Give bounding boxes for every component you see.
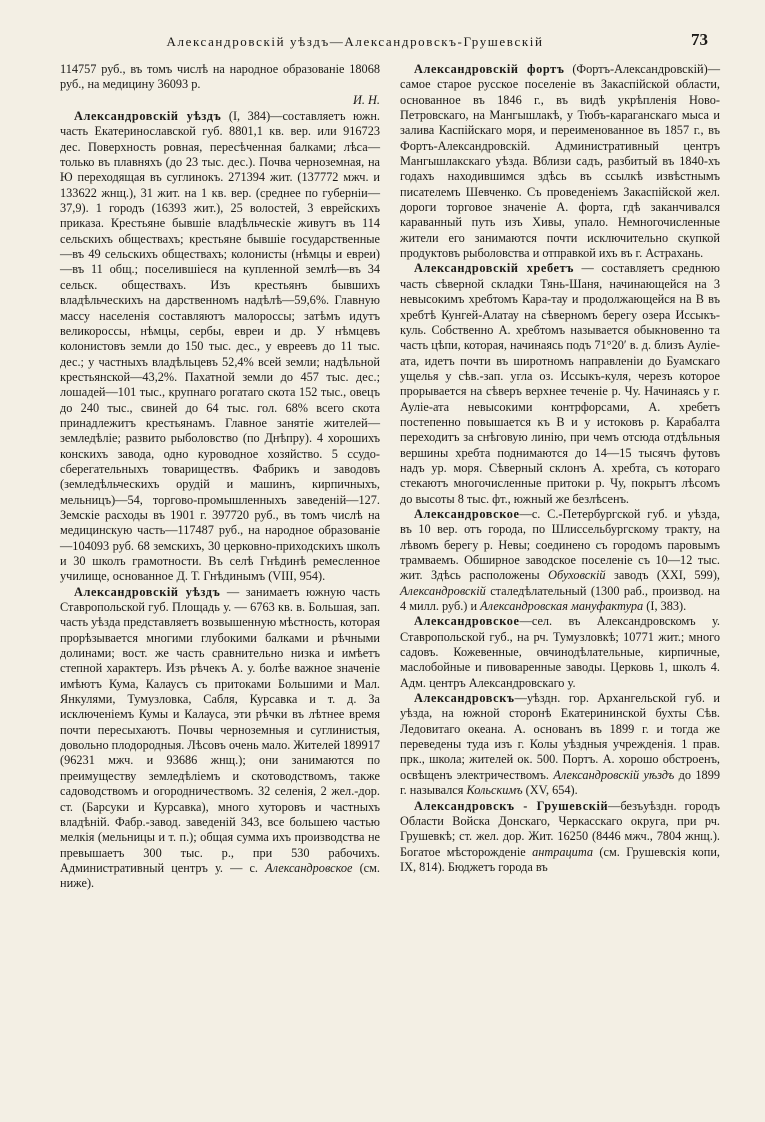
entry-headword: Александровское: [414, 506, 520, 521]
entry-text: (Фортъ-Александровскій)—самое старое русское поселеніе въ Закаспійской области, основанное въ 1846 г., въ видѣ укрѣпленія Ново-Петровскаго, на Мангышлакѣ, у Тюбъ-караганскаго мыса и залива Каспійскаго моря, и переименованное въ 1857 г., въ Фортъ-Александровскій. Административный центръ Мангышлакскаго уѣзда. Вблизи садъ, разбитый въ 1840-хъ годахъ находившимся здѣсь въ ссылкѣ извѣстнымъ писателемъ Шевченко. Съ проведеніемъ Закаспійской жел. дороги торговое значеніе А. форта, гдѣ заканчивался караванный путь изъ Хивы, упало. Немногочисленные жители его занимаются почти исключительно скупкой продуктовъ рыболовства и отправкой ихъ въ г. Астрахань.: [400, 62, 720, 261]
cross-reference: Александровскій уѣздъ: [553, 767, 675, 782]
entry-text: (I, 384)—составляетъ южн. часть Екатеринославской губ. 8801,1 кв. вер. или 916723 дес. Поверхность ровная, пересѣченная балками; лѣса—только въ плавняхъ (до 23 тыс. дес.). Почва черноземная, на Ю переходящая въ суглинокъ. 271394 жит. (137772 мжч. и 133622 жнщ.), 31 жит. на 1 кв. вер. (среднее по губерніи—37,9). 1 городъ (16393 жит.), 25 волостей, 3 еврейскихъ приказа. Крестьяне бывшіе владѣльческіе живутъ въ 114 сельскихъ обществахъ; крестьяне бывшіе государственные—въ 49 сельскихъ обществахъ; колонисты (нѣмцы и евреи)—въ 11 общ.; поселившіеся на купленной землѣ—въ 34 сельск. обществахъ. Изъ крестьянъ бывшихъ владѣльческихъ на дарственномъ надѣлѣ—59,6%. Главную массу населенія составляютъ малороссы; затѣмъ идутъ великороссы, нѣмцы, сербы, евреи и др. У нѣмцевъ колонистовъ земли до 150 тыс. дес., у евреевъ до 11 тыс. дес.; у частныхъ владѣльцевъ 52,4% всей земли; надѣльной крестьянской—43,2%. Пахатной земли до 457 тыс. дес.; лошадей—101 тыс., крупнаго рогатаго скота 152 тыс., овецъ до 240 тыс., свиней до 64 тыс. гол. 68% всего скота принадлежитъ крестьянамъ. Главное занятіе жителей—земледѣліе; развито рыболовство (по Днѣпру). 4 хорошихъ конскихъ завода, одно куроводное хозяйство. 5 ссудо-сберегательныхъ товариществъ. Фабрикъ и заводовъ (земледѣльческихъ орудій и машинъ, кирпичныхъ, мельницъ)—54, торгово-промышленныхъ заведеній—127. Земскіе расходы въ 1901 г. 397720 руб., въ томъ числѣ на медицинскую часть—117487 руб., на народное образованіе—104093 руб. 68 земскихъ, 30 церковно-приходскихъ школъ и 30 школъ грамотности. Въ селѣ Гнѣдинѣ ремесленное училище, основанное Д. Т. Гнѣдинымъ (VIII, 954).: [60, 109, 380, 584]
entry-aleksandrovsky-fort: [400, 62, 720, 261]
cross-reference: Александровская мануфактура: [480, 599, 644, 614]
cross-reference: антрацита: [532, 844, 593, 859]
entry-headword: Александровскій уѣздъ: [74, 109, 222, 124]
left-column: [60, 62, 380, 1102]
entry-headword: Александровскъ: [414, 691, 515, 706]
entry-text: — составляетъ среднюю часть сѣверной складки Тянь-Шаня, начинающейся на 3 невысокимъ хребтомъ Кара-тау и продолжающейся на В въ хребтѣ Кунгей-Алатау на сѣверномъ берегу озера Иссыкъ-куль. Собственно А. хребтомъ называется обыкновенно та часть цѣпи, которая, начинаясь подъ 71°20′ в. д. близъ Ауліе-ата, идетъ почти въ широтномъ направленіи до Буамскаго ущелья у сѣв.-зап. угла оз. Иссыкъ-куля, черезъ которое прорывается на сѣверъ верхнее теченіе р. Чу. Начинаясь у г. Ауліе-ата невысокими контрфорсами, А. хребетъ постепенно повышается къ В и у истоковъ р. Карабалта переходитъ за снѣговую линію, при чемъ отсюда отдѣльныя вершины хребта поднимаются до 14—15 тысячъ футовъ надъ ур. моря. Сѣверный склонъ А. хребта, съ котораго стекаютъ многочисленные притоки р. Чу, покрытъ лѣсомъ до высоты 8 тыс. фт., южный же безлѣсенъ.: [400, 261, 720, 506]
cross-reference: Кольскимъ: [466, 783, 523, 798]
entry-text: до 1899 г. назывался: [400, 767, 720, 798]
cross-reference: Обуховскій: [548, 568, 606, 583]
entry-aleksandrovsky-uezd-ekaterinoslav: [60, 109, 380, 585]
entry-headword: Александровскій хребетъ: [414, 261, 575, 276]
continued-paragraph: 114757 руб., въ томъ числѣ на народное образованіе 18068 руб., на медицину 36093 р.: [60, 62, 380, 92]
text-columns: [60, 62, 720, 1102]
entry-text: —уѣздн. гор. Архангельской губ. и уѣзда, на южной сторонѣ Екатерининской бухты Сѣв. Ледовитаго океана. А. основанъ въ 1899 г. и тогда же переведены туда изъ г. Колы уѣздныя учрежденія. 1 прав. прк., школа; жителей ок. 500. Портъ. А. хорошо обстроенъ, освѣщенъ электричествомъ.: [400, 691, 720, 782]
entry-text: —с. С.-Петербургской губ. и уѣзда, въ 10 вер. отъ города, по Шлиссельбургскому тракту, на лѣвомъ берегу р. Невы; соединено съ городомъ паровымъ трамваемъ. Обширное заводское поселеніе съ 10—12 тыс. жит. Здѣсь расположены: [400, 506, 720, 583]
running-head: Александровскій уѣздъ—Александровскъ-Грушевскій: [166, 34, 544, 49]
entry-aleksandrovskoe-spb: [400, 507, 720, 614]
entry-text: сталедѣлательный (1300 раб., производ. на 4 милл. руб.) и: [400, 583, 720, 614]
cross-reference: Александровскій: [400, 583, 486, 598]
cross-reference: Александровское: [265, 860, 353, 875]
entry-text: заводъ (XXI, 599),: [605, 568, 720, 583]
entry-aleksandrovsk-grushevsky: [400, 799, 720, 876]
entry-text: (I, 383).: [643, 599, 687, 614]
entry-text: —безъуѣздн. городъ Области Войска Донскаго, Черкасскаго округа, при рч. Грушевкѣ; ст. жел. дор. Жит. 16250 (8446 мжч., 7804 жнщ.). Богатое мѣсторожденіе: [400, 798, 720, 859]
entry-text: (см. Грушевскія копи, IX, 814). Бюджетъ города въ: [400, 844, 720, 874]
entry-aleksandrovskoe-stavropol: [400, 614, 720, 691]
page-header: [60, 30, 710, 54]
entry-aleksandrovsk: [400, 691, 720, 798]
entry-text: (см. ниже).: [60, 860, 380, 891]
entry-text: (XV, 654).: [522, 783, 578, 798]
entry-text: —сел. въ Александровскомъ у. Ставропольской губ., на рч. Тумузловкѣ; 10771 жит.; много садовъ. Кожевенные, овчинодѣлательные, кирпичные, маслобойные и пивоваренные заводы. Церковь 1, школъ 4. Адм. центръ Александровскаго у.: [400, 614, 720, 690]
entry-headword: Александровскій уѣздъ: [74, 584, 221, 599]
entry-aleksandrovsky-uezd-stavropol: [60, 585, 380, 892]
page-number: 73: [691, 30, 708, 49]
entry-headword: Александровскій фортъ: [414, 62, 565, 76]
entry-text: — занимаетъ южную часть Ставропольской губ. Площадь у. — 6763 кв. в. Большая, зап. часть уѣзда представляетъ возвышенную мѣстность, которая прорѣзывается многими глубокими балками и рѣчными долинами; вост. же часть сравнительно низка и имѣетъ степной характеръ. Изъ рѣчекъ А. у. болѣе важное значеніе имѣютъ Кума, Калаусъ съ притоками Большими и Мал. Янкулями, Тумузловка, Сабля, Курсавка и т. д. За исключеніемъ Кумы и Калауса, эти рѣчки въ лѣтнее время почти пересыхаютъ. Почвы черноземныя и суглинистыя, довольно плодородныя. Лѣсовъ очень мало. Жителей 189917 (96231 мжч. и 93686 жнщ.); они занимаются по преимуществу земледѣліемъ и скотоводствомъ, также садоводствомъ и огородничествомъ. 32 селенія, 2 жел.-дор. ст. (Барсуки и Курсавка), много хуторовъ и частныхъ владѣній. Фабр.-завод. заведеній 343, все большею частью мелкія (мельницы и т. п.); общая сумма ихъ производства не превышаетъ 300 тыс. р., при 530 рабочихъ. Административный центръ у. — с.: [60, 584, 381, 875]
right-column: [400, 62, 720, 1102]
entry-headword: Александровское: [414, 614, 520, 629]
entry-headword: Александровскъ - Грушевскій: [414, 798, 609, 813]
author-signature: И. Н.: [353, 92, 380, 107]
entry-aleksandrovsky-khrebet: [400, 261, 720, 507]
